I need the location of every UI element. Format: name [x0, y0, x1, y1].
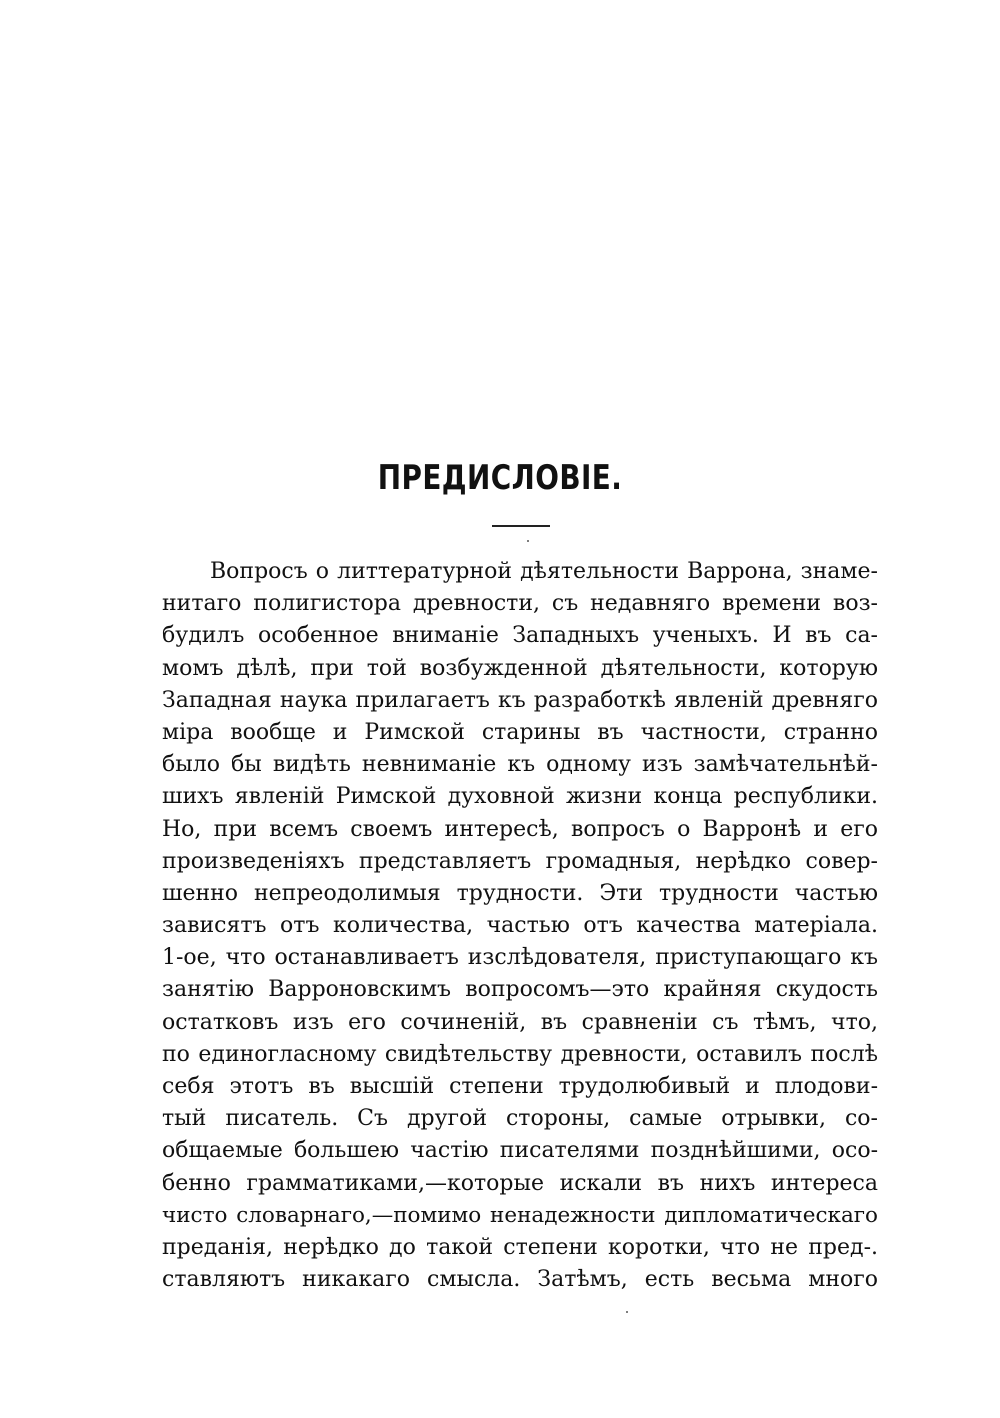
preface-body	[162, 556, 878, 1296]
text-line: тый писатель. Съ другой стороны, самые отрывки, со-	[162, 1106, 878, 1132]
title-divider	[492, 525, 550, 527]
speck	[626, 1311, 628, 1313]
text-line: 1-ое, что останавливаетъ изслѣдователя, приступающаго къ	[162, 945, 878, 971]
speck	[527, 540, 529, 542]
text-line: себя этотъ въ высшій степени трудолюбивый и плодови-	[162, 1074, 878, 1099]
text-line: Западная наука прилагаетъ къ разработкѣ явленій древняго	[162, 687, 878, 713]
text-line: міра вообще и Римской старины въ частности, странно	[162, 719, 878, 745]
text-line: зависятъ отъ количества, частью отъ качества матеріала.	[162, 913, 878, 939]
text-line: ставляютъ никакаго смысла. Затѣмъ, есть весьма много	[162, 1267, 878, 1293]
text-line: было бы видѣть невниманіе къ одному изъ замѣчательнѣй-	[162, 752, 878, 778]
text-line: момъ дѣлѣ, при той возбужденной дѣятельности, которую	[162, 655, 878, 681]
text-line: шихъ явленій Римской духовной жизни конца республики.	[162, 784, 878, 810]
text-line: будилъ особенное вниманіе Западныхъ ученыхъ. И въ са-	[162, 623, 878, 649]
text-line: преданія, нерѣдко до такой степени коротки, что не пред-.	[162, 1234, 878, 1260]
text-line: Вопросъ о литтературной дѣятельности Варрона, знаме-	[210, 559, 878, 584]
text-line: шенно непреодолимыя трудности. Эти трудности частью	[162, 880, 878, 906]
text-line: остатковъ изъ его сочиненій, въ сравненіи съ тѣмъ, что,	[162, 1009, 878, 1035]
text-line: занятію Варроновскимъ вопросомъ—это крайняя скудость	[162, 977, 878, 1003]
text-line: общаемые большею частію писателями позднѣйшими, осо-	[162, 1138, 878, 1164]
text-line: произведеніяхъ представляетъ громадныя, нерѣдко совер-	[162, 848, 878, 874]
text-line: бенно грамматиками,—которые искали въ нихъ интереса	[162, 1170, 878, 1196]
text-line: по единогласному свидѣтельству древности, оставилъ послѣ	[162, 1041, 878, 1067]
chapter-title: ПРЕДИСЛОВІЕ.	[377, 458, 623, 498]
text-line: нитаго полигистора древности, съ недавняго времени воз-	[162, 591, 878, 617]
text-line: Но, при всемъ своемъ интересѣ, вопросъ о Варронѣ и его	[162, 816, 878, 842]
text-line: чисто словарнаго,—помимо ненадежности дипломатическаго	[162, 1202, 878, 1228]
